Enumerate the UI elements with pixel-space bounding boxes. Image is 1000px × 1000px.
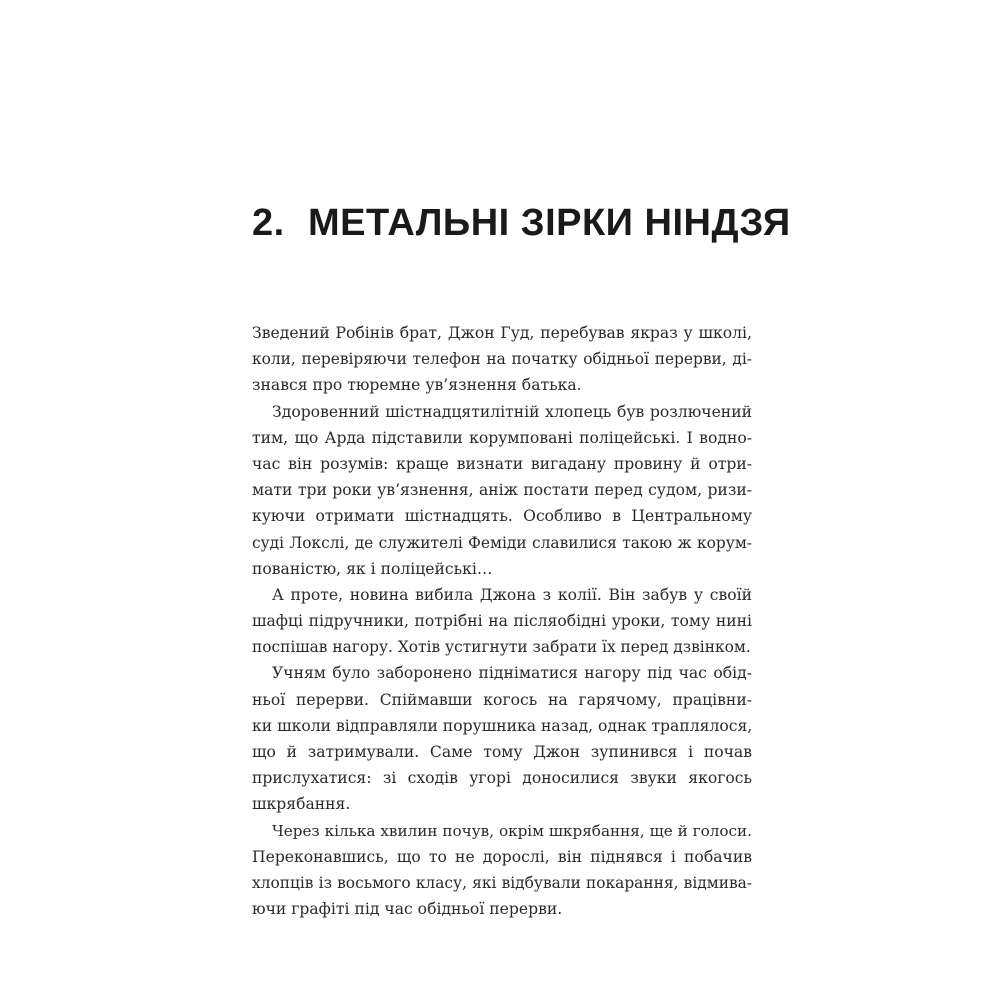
text-line: пованістю, як і поліцейські… bbox=[252, 559, 493, 578]
text-line: коли, перевіряючи телефон на початку обідньої перерви, ді- bbox=[252, 350, 752, 369]
text-line: шкрябання. bbox=[252, 795, 351, 814]
text-line: знався про тюремне ув’язнення батька. bbox=[252, 376, 582, 395]
text-line: ки школи відправляли порушника назад, однак траплялося, bbox=[252, 716, 752, 735]
text-line: суді Локслі, де служителі Феміди славилися такою ж корум- bbox=[252, 533, 752, 552]
text-line: Через кілька хвилин почув, окрім шкрябання, ще й голоси. bbox=[272, 821, 752, 840]
text-line: ючи графіті під час обідньої перерви. bbox=[252, 900, 563, 919]
chapter-title: МЕТАЛЬНІ ЗІРКИ НІНДЗЯ bbox=[308, 202, 791, 244]
text-line: Учням було заборонено підніматися нагору під час обід- bbox=[272, 664, 752, 683]
text-line: мати три роки ув’язнення, аніж постати перед судом, ризи- bbox=[252, 481, 752, 500]
text-line: Здоровенний шістнадцятилітній хлопець був розлючений bbox=[272, 402, 752, 421]
text-line: куючи отримати шістнадцять. Особливо в Центральному bbox=[252, 507, 752, 526]
chapter-number: 2. bbox=[252, 202, 285, 244]
text-line: хлопців із восьмого класу, які відбували покарання, відмива- bbox=[252, 873, 752, 892]
text-line: прислухатися: зі сходів угорі доносилися звуки якогось bbox=[252, 769, 752, 788]
text-line: що й затримували. Саме тому Джон зупинився і почав bbox=[252, 743, 752, 761]
text-line: Переконавшись, що то не дорослі, він піднявся і побачив bbox=[252, 847, 752, 866]
text-line: ньої перерви. Спіймавши когось на гарячому, працівни- bbox=[252, 690, 752, 709]
text-line: час він розумів: краще визнати вигадану провину й отри- bbox=[252, 454, 752, 473]
text-line: шафці підручники, потрібні на післяобідні уроки, тому нині bbox=[252, 612, 752, 631]
text-line: А проте, новина вибила Джона з колії. Він забув у своїй bbox=[272, 585, 752, 604]
chapter-body-text bbox=[252, 320, 752, 922]
text-line: Зведений Робінів брат, Джон Гуд, перебував якраз у школі, bbox=[252, 324, 752, 342]
text-line: тим, що Арда підставили корумповані поліцейські. І водно- bbox=[252, 428, 752, 447]
text-line: поспішав нагору. Хотів устигнути забрати їх перед дзвінком. bbox=[252, 638, 751, 657]
chapter-heading bbox=[252, 198, 791, 248]
